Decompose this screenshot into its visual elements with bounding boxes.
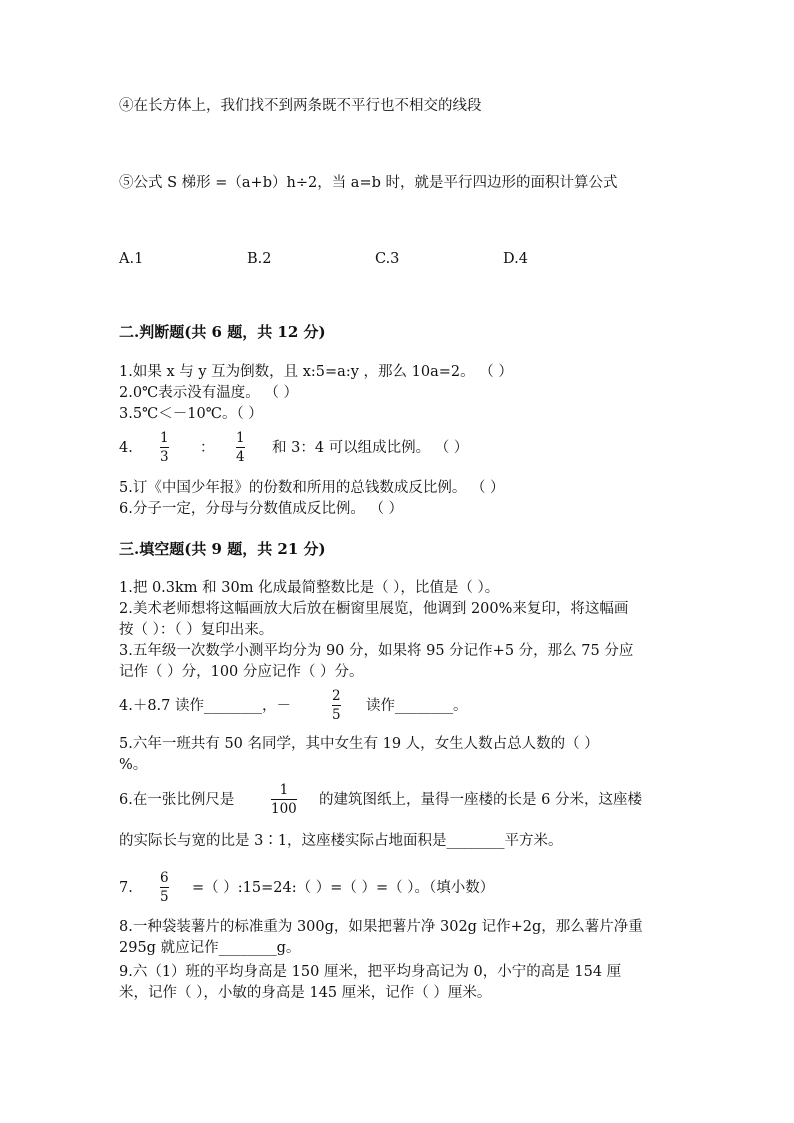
fill-q7-number: 7. (119, 880, 133, 896)
option-a: A.1 (119, 251, 144, 267)
fraction-one-third (160, 430, 169, 465)
fill-question-9-line-2: 米，记作（ ），小敏的身高是 145 厘米，记作（ ）厘米。 (119, 985, 492, 1001)
option-c: C.3 (375, 251, 400, 267)
fill-question-3-line-1: 3.五年级一次数学小测平均分为 90 分，如果将 95 分记作+5 分，那么 75 分应 (119, 643, 634, 659)
fill-question-2-line-1: 2.美术老师想将这幅画放大后放在橱窗里展览，他调到 200%来复印，将这幅画 (119, 601, 629, 617)
fill-q4-text-a: 4.＋8.7 读作________，－ (119, 698, 292, 714)
choice-item-4: ④在长方体上，我们找不到两条既不平行也不相交的线段 (119, 98, 482, 114)
fill-q6-text-c: 的实际长与宽的比是 3∶1，这座楼实际占地面积是________平方米。 (119, 833, 563, 849)
option-d: D.4 (503, 251, 528, 267)
fraction-numerator: 1 (160, 430, 169, 446)
fraction-denominator: 5 (160, 889, 169, 905)
fraction-one-hundredth (271, 782, 297, 817)
fill-question-8-line-1: 8.一种袋装薯片的标准重为 300g，如果把薯片净 302g 记作+2g，那么薯片净重 (119, 919, 643, 935)
fill-question-5-line-1: 5.六年一班共有 50 名同学，其中女生有 19 人，女生人数占总人数的（ ） (119, 736, 599, 752)
fraction-six-fifths (160, 870, 169, 905)
judge-question-6: 6.分子一定，分母与分数值成反比例。 （ ） (119, 501, 404, 517)
fill-question-2-line-2: 按（ ）：（ ）复印出来。 (119, 622, 274, 638)
fraction-one-fourth (236, 430, 245, 465)
fill-q6-text-b: 的建筑图纸上，量得一座楼的长是 6 分米，这座楼 (319, 792, 642, 808)
judge-question-3: 3.5℃＜－10℃。（ ） (119, 406, 263, 422)
fill-question-8-line-2: 295g 就应记作________g。 (119, 940, 301, 956)
fraction-numerator: 2 (332, 688, 341, 704)
fill-question-3-line-2: 记作（ ）分，100 分应记作（ ）分。 (119, 664, 364, 680)
judge-question-1: 1.如果 x 与 y 互为倒数，且 x:5=a:y ，那么 10a=2。 （ ） (119, 364, 513, 380)
fraction-denominator: 5 (332, 707, 341, 723)
judge-question-5: 5.订《中国少年报》的份数和所用的总钱数成反比例。 （ ） (119, 480, 505, 496)
fill-q7-text: =（ ）:15=24:（ ）=（ ）=（ ）。（填小数） (192, 880, 495, 896)
judge-q4-text: 和 3：4 可以组成比例。 （ ） (272, 440, 469, 456)
fraction-denominator: 3 (160, 449, 169, 465)
fraction-denominator: 4 (236, 449, 245, 465)
fraction-numerator: 1 (236, 430, 245, 446)
ratio-colon: ： (200, 440, 215, 456)
section-heading-judge: 二.判断题(共 6 题，共 12 分) (119, 323, 326, 341)
fill-question-1: 1.把 0.3km 和 30m 化成最简整数比是（ ），比值是（ ）。 (119, 580, 500, 596)
fraction-numerator: 6 (160, 870, 169, 886)
fill-q4-text-b: 读作________。 (366, 698, 468, 714)
judge-question-2: 2.0℃表示没有温度。 （ ） (119, 385, 298, 401)
fill-q6-text-a: 6.在一张比例尺是 (119, 792, 235, 808)
judge-q4-number: 4. (119, 440, 133, 456)
fraction-denominator: 100 (271, 801, 297, 817)
fraction-numerator: 1 (279, 782, 289, 798)
section-heading-fill: 三.填空题(共 9 题，共 21 分) (119, 540, 326, 558)
fraction-two-fifths (332, 688, 341, 723)
fill-question-9-line-1: 9.六（1）班的平均身高是 150 厘米，把平均身高记为 0，小宁的高是 154 厘 (119, 964, 622, 980)
option-b: B.2 (247, 251, 272, 267)
fill-question-5-line-2: %。 (119, 757, 148, 773)
choice-item-5: ⑤公式 S 梯形 =（a+b）h÷2，当 a=b 时，就是平行四边形的面积计算公式 (119, 175, 618, 191)
